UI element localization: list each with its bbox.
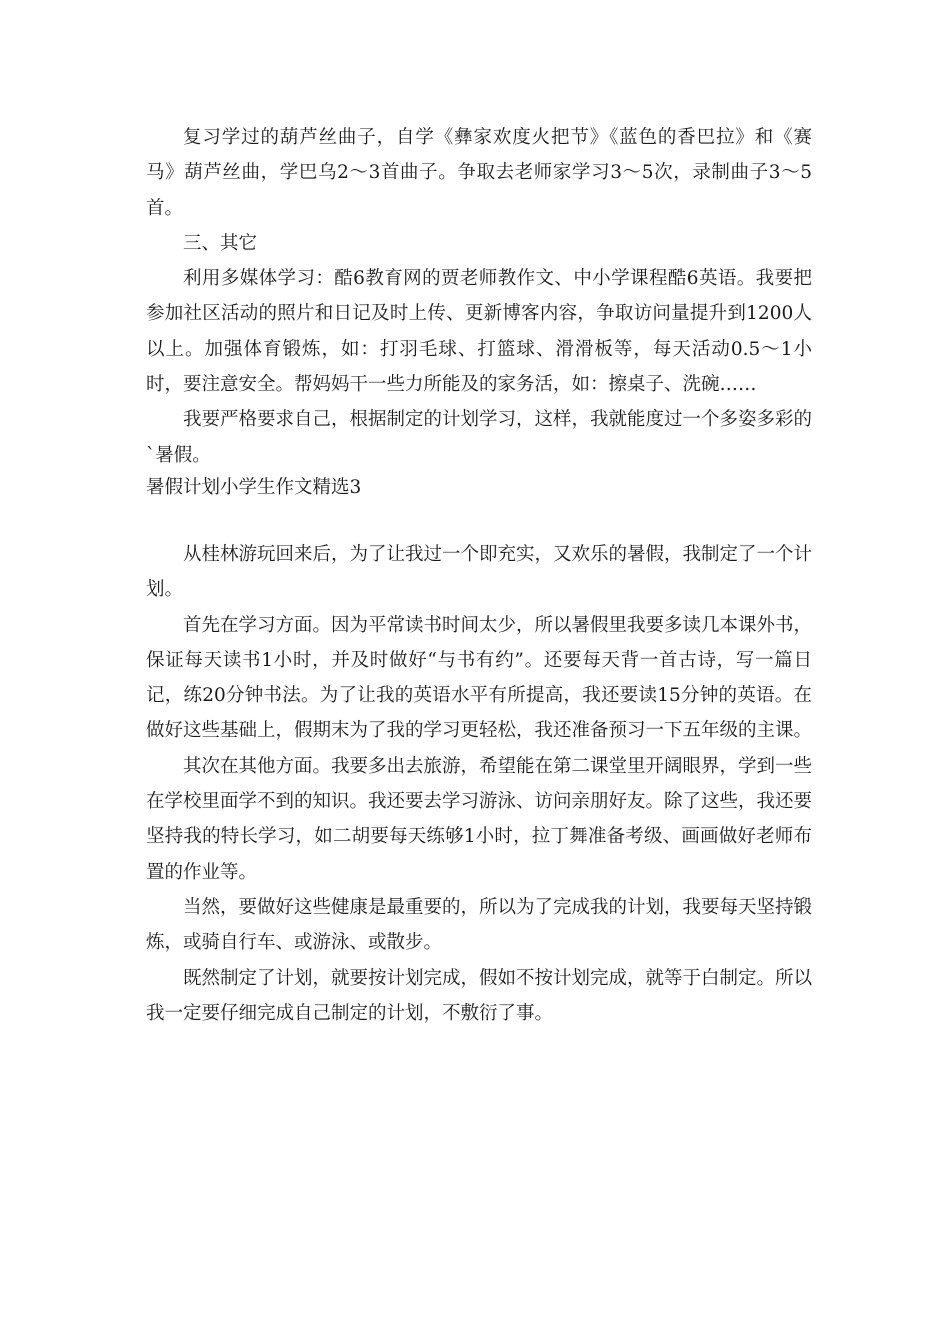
paragraph-health: 当然，要做好这些健康是最重要的，所以为了完成我的计划，我要每天坚持锻炼，或骑自行车、或游泳、或散步。 bbox=[146, 896, 813, 954]
document-body bbox=[146, 120, 812, 1031]
article-title: 暑假计划小学生作文精选3 bbox=[146, 476, 362, 498]
paragraph-other-activities: 其次在其他方面。我要多出去旅游，希望能在第二课堂里开阔眼界，学到一些在学校里面学不到的知识。我还要去学习游泳、访问亲朋好友。除了这些，我还要坚持我的特长学习，如二胡要每天练够1小时，拉丁舞准备考级、画画做好老师布置的作业等。 bbox=[146, 755, 813, 883]
paragraph-study: 首先在学习方面。因为平常读书时间太少，所以暑假里我要多读几本课外书，保证每天读书1小时，并及时做好“与书有约”。还要每天背一首古诗，写一篇日记，练20分钟书法。为了让我的英语水平有所提高，我还要读15分钟的英语。在做好这些基础上，假期末为了我的学习更轻松，我还准备预习一下五年级的主课。 bbox=[146, 614, 813, 742]
blank-line bbox=[146, 503, 812, 537]
paragraph-hulusi: 复习学过的葫芦丝曲子，自学《彝家欢度火把节》《蓝色的香巴拉》和《赛马》葫芦丝曲，学巴乌2～3首曲子。争取去老师家学习3～5次，录制曲子3～5首。 bbox=[146, 127, 812, 219]
paragraph-conclusion: 既然制定了计划，就要按计划完成，假如不按计划完成，就等于白制定。所以我一定要仔细完成自己制定的计划，不敷衍了事。 bbox=[146, 967, 813, 1024]
paragraph-resolution: 我要严格要求自己，根据制定的计划学习，这样，我就能度过一个多姿多彩的`暑假。 bbox=[146, 409, 813, 466]
paragraph-multimedia: 利用多媒体学习：酷6教育网的贾老师教作文、中小学课程酷6英语。我要把参加社区活动的照片和日记及时上传、更新博客内容，争取访问量提升到1200人以上。加强体育锻炼，如：打羽毛球、打篮球、滑滑板等，每天活动0.5～1小时，要注意安全。帮妈妈干一些力所能及的家务活，如：擦桌子、洗碗…… bbox=[146, 268, 812, 396]
paragraph-intro: 从桂林游玩回来后，为了让我过一个即充实，又欢乐的暑假，我制定了一个计划。 bbox=[146, 543, 813, 601]
section-heading-other: 三、其它 bbox=[183, 232, 258, 254]
